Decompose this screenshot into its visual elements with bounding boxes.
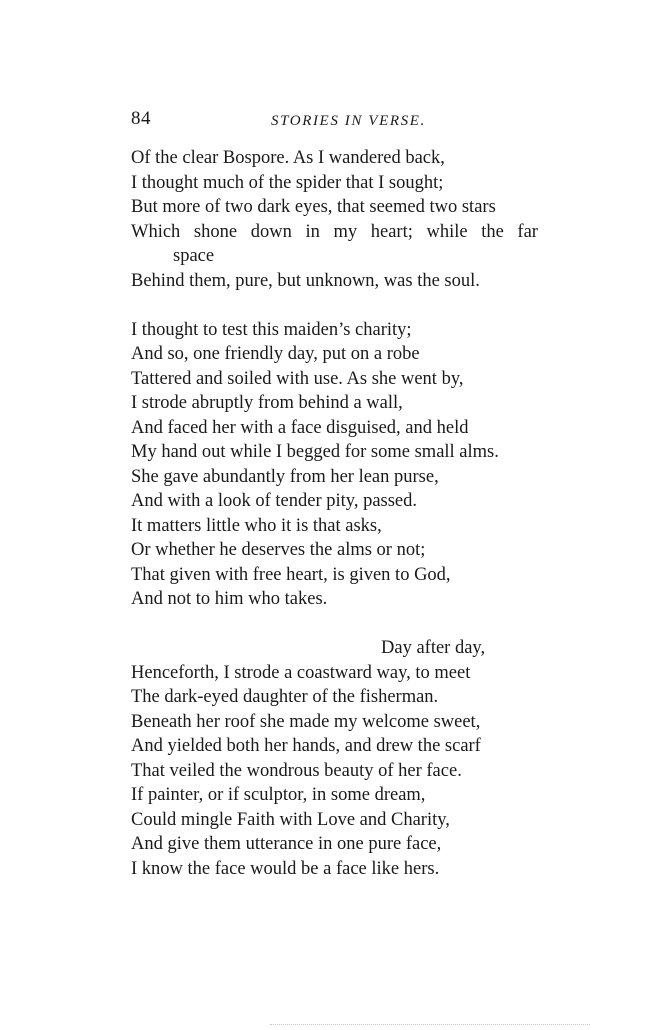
poem-line: Which shone down in my heart; while the far (131, 221, 538, 242)
poem-line: The dark-eyed daughter of the fisherman. (131, 687, 439, 707)
poem-text (131, 146, 591, 881)
poem-line: That given with free heart, is given to God, (131, 564, 451, 585)
scan-artifact-divider (270, 1024, 590, 1027)
poem-line: She gave abundantly from her lean purse, (131, 466, 439, 487)
poem-line: And yielded both her hands, and drew the scarf (131, 736, 481, 756)
stanza-break (131, 293, 591, 318)
page-number: 84 (131, 108, 151, 129)
poem-line: Or whether he deserves the alms or not; (131, 540, 426, 560)
poem-line-dropped: Day after day, (381, 638, 486, 658)
poem-line: My hand out while I begged for some small alms. (131, 442, 499, 462)
poem-line: I thought much of the spider that I sought; (131, 172, 444, 193)
poem-line: I strode abruptly from behind a wall, (131, 393, 403, 413)
poem-line: I thought to test this maiden’s charity; (131, 319, 412, 340)
stanza-break (131, 612, 591, 637)
poem-line: And not to him who takes. (131, 589, 328, 609)
poem-line: And with a look of tender pity, passed. (131, 491, 418, 511)
poem-line: Beneath her roof she made my welcome sweet, (131, 711, 481, 732)
poem-line-continuation: space (173, 246, 215, 266)
poem-line: It matters little who it is that asks, (131, 515, 382, 536)
poem-line: But more of two dark eyes, that seemed two stars (131, 197, 496, 217)
poem-line: That veiled the wondrous beauty of her face. (131, 760, 462, 781)
poem-line: And so, one friendly day, put on a robe (131, 344, 420, 364)
poem-line: Tattered and soiled with use. As she went by, (131, 368, 464, 389)
page-header (131, 108, 561, 132)
poem-line: I know the face would be a face like hers. (131, 858, 440, 879)
poem-line: Henceforth, I strode a coastward way, to meet (131, 662, 471, 683)
poem-line: Of the clear Bospore. As I wandered back, (131, 148, 445, 168)
poem-line: Could mingle Faith with Love and Charity, (131, 809, 450, 830)
poem-line: Behind them, pure, but unknown, was the soul. (131, 270, 480, 291)
poem-line: If painter, or if sculptor, in some dream, (131, 785, 426, 805)
poem-line: And faced her with a face disguised, and held (131, 417, 469, 438)
running-head: STORIES IN VERSE. (271, 113, 426, 129)
poem-line: And give them utterance in one pure face, (131, 834, 442, 854)
